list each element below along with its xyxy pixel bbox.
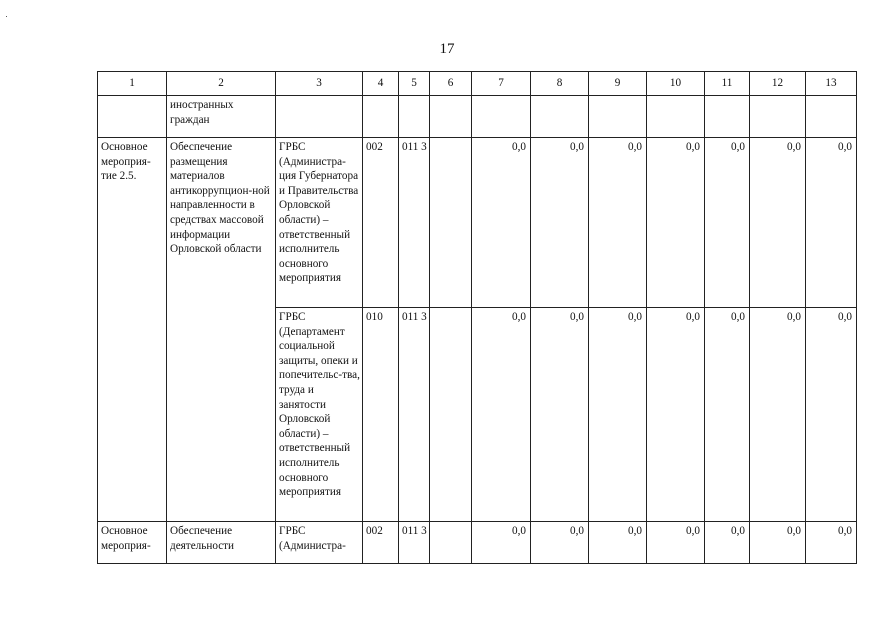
cell-value: 0,0 xyxy=(647,308,705,522)
cell-value: 0,0 xyxy=(472,138,531,308)
cell-executor: ГРБС (Администра- xyxy=(276,522,363,564)
cell-value: 0,0 xyxy=(806,522,857,564)
cell-value: 0,0 xyxy=(705,138,750,308)
table-row-continuation xyxy=(98,96,857,138)
page-number: 17 xyxy=(439,41,455,57)
header-cell-12: 12 xyxy=(750,72,806,96)
cell-event-label: Основное мероприя- xyxy=(98,522,167,564)
header-cell-11: 11 xyxy=(705,72,750,96)
header-cell-4: 4 xyxy=(363,72,399,96)
cell-event-description: Обеспечение размещения материалов антикоррупцион-ной направленности в средствах массовой информации Орловской области xyxy=(167,138,276,522)
table-row-event-next xyxy=(98,522,857,564)
cell-value: 0,0 xyxy=(531,308,589,522)
cell-col6 xyxy=(430,308,472,522)
scan-speck xyxy=(6,16,7,17)
header-cell-1: 1 xyxy=(98,72,167,96)
header-cell-6: 6 xyxy=(430,72,472,96)
cell-value: 0,0 xyxy=(647,138,705,308)
cell-value: 0,0 xyxy=(806,308,857,522)
header-cell-2: 2 xyxy=(167,72,276,96)
cell-event-description: Обеспечение деятельности xyxy=(167,522,276,564)
cell-col6 xyxy=(430,138,472,308)
cell-value: 0,0 xyxy=(589,138,647,308)
cell-executor: ГРБС (Департамент социальной защиты, опеки и попечительс-тва, труда и занятости Орловской области) – ответственный исполнитель основного мероприятия xyxy=(276,308,363,522)
header-cell-8: 8 xyxy=(531,72,589,96)
header-row xyxy=(98,72,857,96)
cell-value: 0,0 xyxy=(472,308,531,522)
header-cell-5: 5 xyxy=(399,72,430,96)
header-cell-7: 7 xyxy=(472,72,531,96)
cell-value: 0,0 xyxy=(750,522,806,564)
cell-activity-name: иностранных граждан xyxy=(167,96,276,138)
cell-section-code: 011 3 xyxy=(399,522,430,564)
cell-grbs-code: 010 xyxy=(363,308,399,522)
cell-value: 0,0 xyxy=(750,138,806,308)
cell-grbs-code: 002 xyxy=(363,522,399,564)
header-cell-10: 10 xyxy=(647,72,705,96)
cell-value: 0,0 xyxy=(531,522,589,564)
header-cell-9: 9 xyxy=(589,72,647,96)
cell-value: 0,0 xyxy=(472,522,531,564)
cell-value: 0,0 xyxy=(589,308,647,522)
header-cell-13: 13 xyxy=(806,72,857,96)
cell-value: 0,0 xyxy=(531,138,589,308)
cell-value: 0,0 xyxy=(750,308,806,522)
cell-grbs-code: 002 xyxy=(363,138,399,308)
table-row-event-2-5-a xyxy=(98,138,857,308)
cell-value: 0,0 xyxy=(806,138,857,308)
budget-table xyxy=(97,71,857,564)
cell-value: 0,0 xyxy=(647,522,705,564)
cell-value: 0,0 xyxy=(705,308,750,522)
cell-value: 0,0 xyxy=(705,522,750,564)
cell-value: 0,0 xyxy=(589,522,647,564)
cell-section-code: 011 3 xyxy=(399,308,430,522)
cell-executor: ГРБС (Администра-ция Губернатора и Правительства Орловской области) – ответственный исполнитель основного мероприятия xyxy=(276,138,363,308)
cell-event-label: Основное мероприя-тие 2.5. xyxy=(98,138,167,522)
cell-col6 xyxy=(430,522,472,564)
header-cell-3: 3 xyxy=(276,72,363,96)
cell-section-code: 011 3 xyxy=(399,138,430,308)
cell-empty xyxy=(98,96,167,138)
